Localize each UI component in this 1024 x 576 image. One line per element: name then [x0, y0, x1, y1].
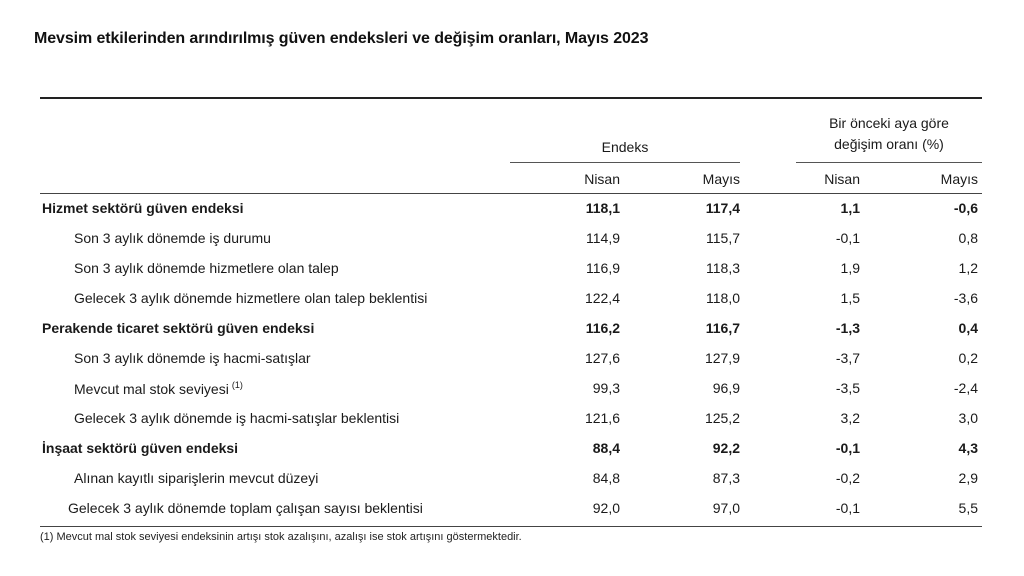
cell-mayis-change: 0,4	[958, 320, 978, 336]
cell-mayis-endeks: 125,2	[704, 410, 740, 426]
footnote-marker: (1)	[231, 380, 243, 390]
cell-nisan-change: -3,5	[835, 380, 860, 396]
cell-mayis-change: 1,2	[958, 260, 978, 276]
table-header	[40, 99, 982, 193]
table-row	[40, 344, 982, 374]
cell-nisan-change: -0,1	[835, 440, 860, 456]
header-col-nisan-change: Nisan	[824, 171, 860, 187]
header-col-mayis-endeks: Mayıs	[702, 171, 740, 187]
cell-nisan-endeks: 88,4	[592, 440, 620, 456]
header-endeks: Endeks	[601, 139, 649, 155]
row-label: Son 3 aylık dönemde iş durumu	[74, 230, 271, 246]
table-row	[40, 254, 982, 284]
header-col-mayis-change: Mayıs	[940, 171, 978, 187]
row-label: İnşaat sektörü güven endeksi	[42, 440, 239, 456]
cell-mayis-endeks: 117,4	[705, 200, 740, 216]
cell-mayis-endeks: 97,0	[712, 500, 740, 516]
cell-nisan-endeks: 122,4	[584, 290, 620, 306]
cell-mayis-change: -2,4	[953, 380, 978, 396]
header-change	[796, 113, 982, 155]
cell-mayis-endeks: 116,7	[705, 320, 740, 336]
table-row	[40, 404, 982, 434]
cell-nisan-endeks: 116,9	[586, 260, 620, 276]
confidence-index-table	[40, 97, 982, 527]
cell-nisan-change: -3,7	[835, 350, 860, 366]
row-label-text: Mevcut mal stok seviyesi	[74, 381, 229, 397]
table-row	[40, 434, 982, 464]
cell-mayis-change: 3,0	[958, 410, 978, 426]
cell-nisan-change: -0,2	[835, 470, 860, 486]
table-row	[40, 464, 982, 494]
table-bottom-rule	[40, 526, 982, 527]
cell-nisan-change: -1,3	[835, 320, 860, 336]
cell-nisan-endeks: 118,1	[585, 200, 620, 216]
cell-mayis-change: -3,6	[953, 290, 978, 306]
row-label: Hizmet sektörü güven endeksi	[42, 200, 244, 216]
cell-nisan-change: 3,2	[840, 410, 860, 426]
cell-mayis-endeks: 118,3	[706, 260, 740, 276]
table-row	[40, 314, 982, 344]
header-col-nisan-endeks: Nisan	[584, 171, 620, 187]
cell-nisan-change: -0,1	[835, 500, 860, 516]
cell-mayis-endeks: 127,9	[704, 350, 740, 366]
row-label: Gelecek 3 aylık dönemde hizmetlere olan talep beklentisi	[74, 290, 428, 306]
cell-mayis-endeks: 115,7	[706, 230, 740, 246]
row-label: Alınan kayıtlı siparişlerin mevcut düzeyi	[74, 470, 319, 486]
cell-nisan-change: 1,1	[840, 200, 860, 216]
header-change-line2: değişim oranı (%)	[834, 136, 944, 152]
table-row	[40, 494, 982, 524]
cell-mayis-change: 0,8	[958, 230, 978, 246]
row-label: Gelecek 3 aylık dönemde iş hacmi-satışlar beklentisi	[74, 410, 400, 426]
header-change-line1: Bir önceki aya göre	[829, 115, 949, 131]
table-title: Mevsim etkilerinden arındırılmış güven endeksleri ve değişim oranları, Mayıs 2023	[34, 30, 649, 47]
cell-mayis-endeks: 87,3	[712, 470, 740, 486]
cell-nisan-change: -0,1	[835, 230, 860, 246]
table-row	[40, 194, 982, 224]
header-change-underline	[796, 162, 982, 163]
row-label: Gelecek 3 aylık dönemde toplam çalışan sayısı beklentisi	[68, 500, 423, 516]
cell-mayis-change: 2,9	[958, 470, 978, 486]
cell-nisan-endeks: 99,3	[592, 380, 620, 396]
cell-mayis-change: 5,5	[958, 500, 978, 516]
table-row	[40, 374, 982, 404]
header-endeks-underline	[510, 162, 740, 163]
cell-nisan-endeks: 92,0	[592, 500, 620, 516]
row-label	[74, 380, 243, 397]
row-label: Perakende ticaret sektörü güven endeksi	[42, 320, 315, 336]
row-label: Son 3 aylık dönemde iş hacmi-satışlar	[74, 350, 311, 366]
cell-nisan-endeks: 127,6	[584, 350, 620, 366]
cell-mayis-change: 0,2	[958, 350, 978, 366]
cell-nisan-change: 1,9	[840, 260, 860, 276]
cell-nisan-change: 1,5	[840, 290, 860, 306]
cell-mayis-change: -0,6	[953, 200, 978, 216]
footnote: (1) Mevcut mal stok seviyesi endeksinin artışı stok azalışını, azalışı ise stok artışını göstermektedir.	[40, 531, 522, 543]
row-label: Son 3 aylık dönemde hizmetlere olan talep	[74, 260, 339, 276]
cell-nisan-endeks: 114,9	[586, 230, 620, 246]
table-row	[40, 284, 982, 314]
cell-mayis-endeks: 92,2	[712, 440, 740, 456]
cell-nisan-endeks: 116,2	[585, 320, 620, 336]
cell-nisan-endeks: 84,8	[592, 470, 620, 486]
cell-mayis-change: 4,3	[958, 440, 978, 456]
table-row	[40, 224, 982, 254]
cell-mayis-endeks: 118,0	[706, 290, 740, 306]
cell-mayis-endeks: 96,9	[712, 380, 740, 396]
cell-nisan-endeks: 121,6	[584, 410, 620, 426]
